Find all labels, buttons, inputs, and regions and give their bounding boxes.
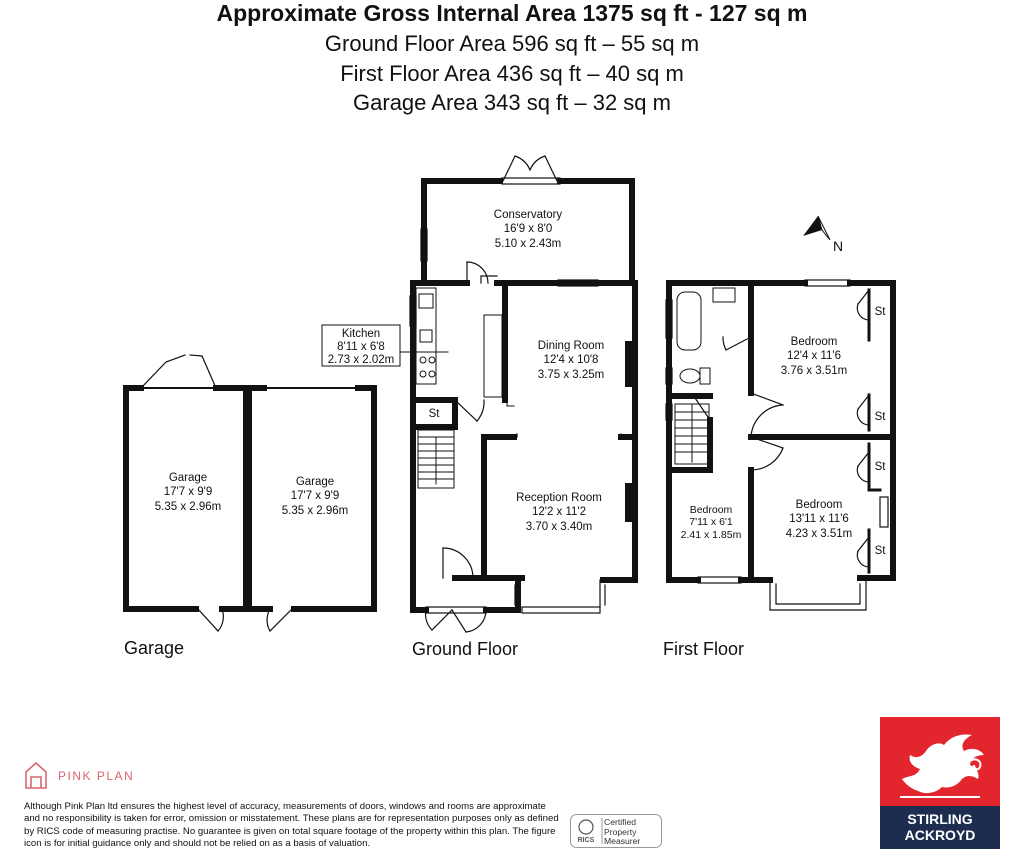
bedroom1-metric: 3.76 x 3.51m bbox=[780, 365, 848, 377]
conservatory-metric: 5.10 x 2.43m bbox=[494, 238, 562, 250]
room-labels bbox=[155, 209, 886, 557]
logo-navy-panel bbox=[880, 806, 1000, 849]
gross-area-title: Approximate Gross Internal Area 1375 sq ft - 127 sq m bbox=[216, 0, 808, 26]
logo-red-panel bbox=[880, 717, 1000, 806]
floor-label-first: First Floor bbox=[663, 639, 744, 659]
reception-imperial: 12'2 x 11'2 bbox=[531, 506, 587, 518]
st-label-2: St bbox=[874, 411, 886, 423]
garage2-metric: 5.35 x 2.96m bbox=[281, 505, 349, 517]
griffin-icon bbox=[880, 717, 1000, 806]
garage2-imperial: 17'7 x 9'9 bbox=[290, 490, 340, 502]
compass-icon bbox=[803, 216, 830, 240]
garage2-name: Garage bbox=[295, 476, 335, 488]
conservatory-name: Conservatory bbox=[493, 209, 563, 221]
garage-left-walls bbox=[126, 388, 246, 609]
ground-floor-area: Ground Floor Area 596 sq ft – 55 sq m bbox=[324, 31, 700, 56]
bedroom3-metric: 4.23 x 3.51m bbox=[785, 528, 853, 540]
stirling-ackroyd-logo bbox=[880, 717, 1000, 849]
floor-label-garage: Garage bbox=[124, 638, 185, 658]
agent-name-line1: STIRLING bbox=[907, 811, 973, 827]
dining-name: Dining Room bbox=[537, 340, 605, 352]
bedroom1-imperial: 12'4 x 11'6 bbox=[786, 350, 842, 362]
first-floor-windows bbox=[666, 280, 888, 610]
kitchen-name: Kitchen bbox=[341, 328, 381, 340]
bathroom-fittings bbox=[677, 288, 735, 384]
bedroom3-imperial: 13'11 x 11'6 bbox=[789, 513, 849, 525]
bedroom2-imperial: 7'11 x 6'1 bbox=[689, 516, 733, 528]
rics-text: RICS bbox=[577, 837, 595, 844]
bedroom3-name: Bedroom bbox=[795, 499, 843, 511]
floor-label-ground: Ground Floor bbox=[412, 639, 519, 659]
compass-label: N bbox=[833, 238, 844, 254]
first-stairs bbox=[675, 404, 709, 464]
st-label-4: St bbox=[874, 545, 886, 557]
bedroom1-name: Bedroom bbox=[790, 336, 838, 348]
pink-plan-brand: PINK PLAN bbox=[58, 769, 135, 783]
bedroom2-metric: 2.41 x 1.85m bbox=[680, 529, 742, 541]
garage-area: Garage Area 343 sq ft – 32 sq m bbox=[353, 90, 671, 115]
bedroom2-name: Bedroom bbox=[689, 504, 733, 516]
disclaimer: Although Pink Plan ltd ensures the highest level of accuracy, measurements of doors, windows and rooms are approximate and no responsibility is taken for error, omission or misstatement. These plans are for representation purposes only as defined by RICS code of measuring practise. No guarantee is given on total square footage of the property within this plan. The figure icon is for initial guidance only and should not be relied on as a basis of valuation. bbox=[24, 801, 559, 850]
rics-certified-text: Certified Property Measurer bbox=[604, 817, 641, 846]
agent-name-line2: ACKROYD bbox=[904, 827, 976, 843]
first-floor-area: First Floor Area 436 sq ft – 40 sq m bbox=[340, 61, 684, 86]
st-label-3: St bbox=[874, 461, 886, 473]
dining-metric: 3.75 x 3.25m bbox=[537, 369, 605, 381]
garage1-metric: 5.35 x 2.96m bbox=[154, 501, 222, 513]
kitchen-imperial: 8'11 x 6'8 bbox=[337, 341, 385, 353]
reception-metric: 3.70 x 3.40m bbox=[525, 521, 593, 533]
kitchen-metric: 2.73 x 2.02m bbox=[327, 354, 395, 366]
ground-st-label: St bbox=[428, 408, 440, 420]
garage1-imperial: 17'7 x 9'9 bbox=[163, 486, 213, 498]
conservatory-imperial: 16'9 x 8'0 bbox=[503, 223, 553, 235]
st-label-1: St bbox=[874, 306, 886, 318]
ground-stairs bbox=[418, 430, 454, 488]
pink-plan-logo-icon bbox=[26, 763, 46, 788]
dining-imperial: 12'4 x 10'8 bbox=[543, 354, 599, 366]
reception-name: Reception Room bbox=[516, 492, 602, 504]
kitchen-fittings bbox=[416, 288, 514, 406]
garage1-name: Garage bbox=[168, 472, 208, 484]
